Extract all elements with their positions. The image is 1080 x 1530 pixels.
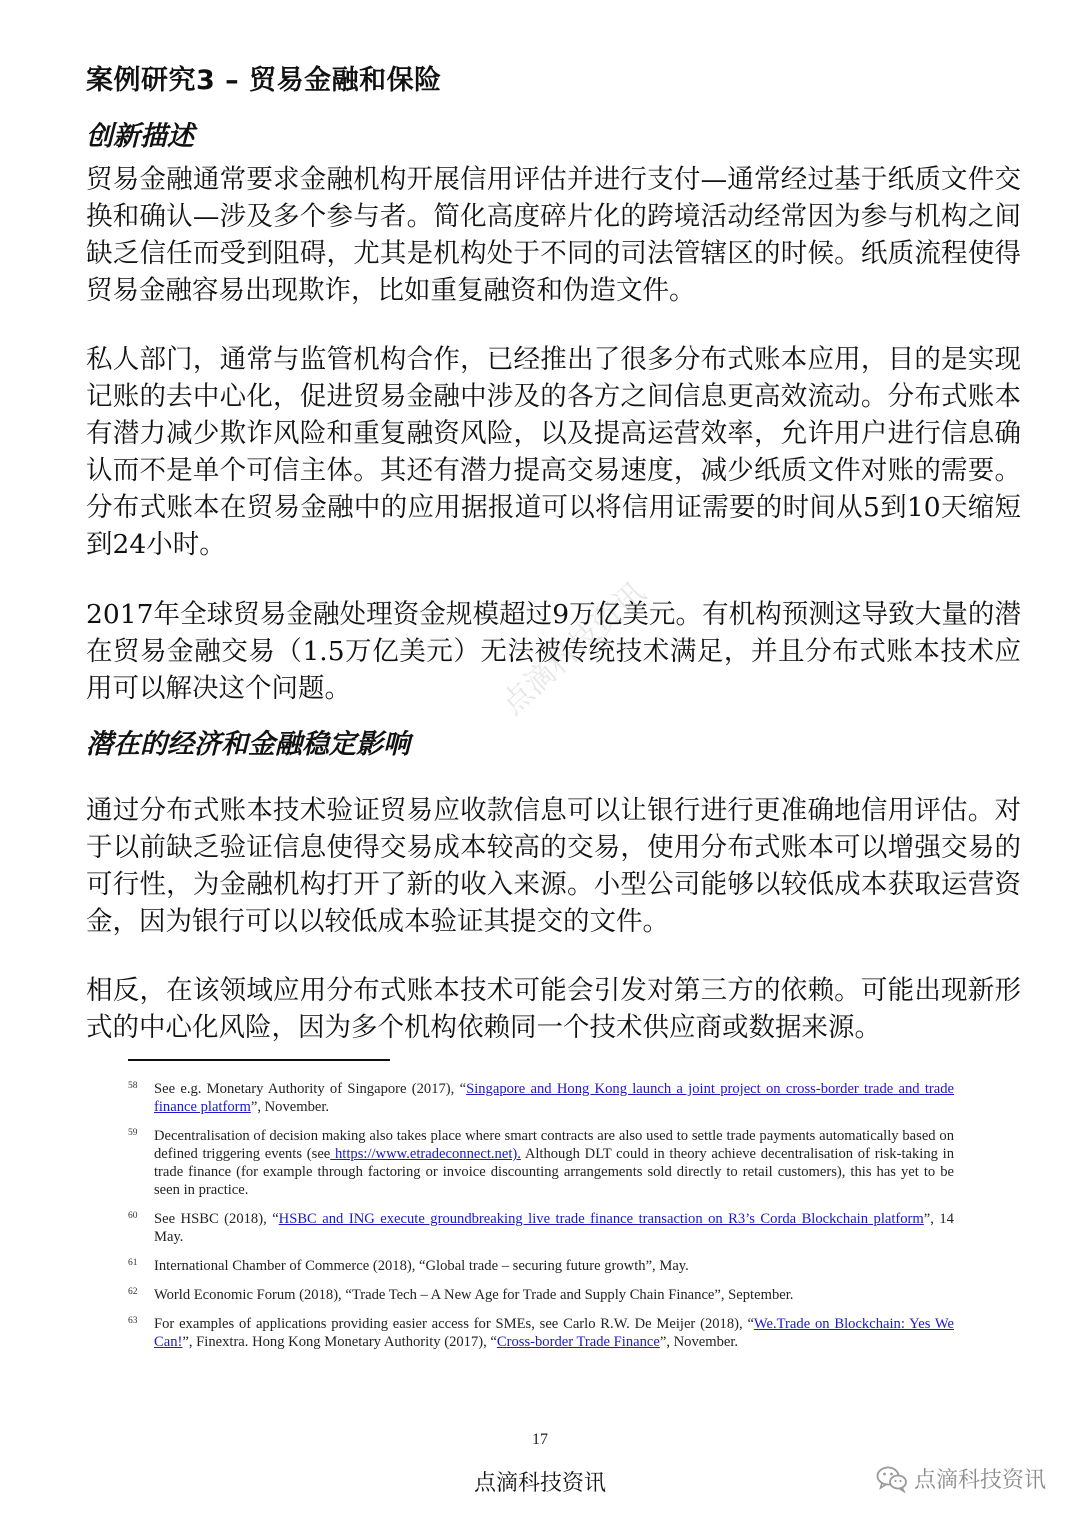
wechat-account-name: 点滴科技资讯 [913, 1468, 1046, 1493]
footnote-link[interactable]: Singapore and Hong Kong launch a joint project on cross-border trade and trade finance platform [154, 1081, 954, 1115]
wechat-account-badge [876, 1463, 1046, 1494]
footnote-63 [128, 1315, 954, 1351]
heading-innovation-description: 创新描述 [86, 121, 194, 152]
footnote-link[interactable]: https://www.etradeconnect.net). [330, 1146, 521, 1162]
footnote-62 [128, 1286, 954, 1304]
footnotes [128, 1080, 954, 1362]
footnote-number: 59 [128, 1128, 138, 1138]
footnote-link[interactable]: HSBC and ING execute groundbreaking live trade finance transaction on R3’s Corda Blockchain platform [278, 1211, 924, 1227]
case-study-title: 案例研究3 – 贸易金融和保险 [86, 65, 442, 96]
footnote-text: International Chamber of Commerce (2018), “Global trade – securing future growth”, May. [154, 1258, 689, 1274]
footnote-text: ”, November. [659, 1334, 739, 1350]
footnote-text: For examples of applications providing easier access for SMEs, see Carlo R.W. De Meijer (2018), “ [154, 1316, 754, 1332]
footnote-60 [128, 1210, 954, 1246]
footnote-59 [128, 1127, 954, 1199]
footnote-58 [128, 1080, 954, 1116]
footnote-text: Decentralisation of decision making also takes place where smart contracts are also used to settle trade payments automatically based on defined triggering events (see [154, 1128, 954, 1162]
paragraph-5: 相反，在该领域应用分布式账本技术可能会引发对第三方的依赖。可能出现新形式的中心化风险，因为多个机构依赖同一个技术供应商或数据来源。 [86, 975, 1021, 1043]
footnote-text: ”, Finextra. Hong Kong Monetary Authority (2017), “ [182, 1334, 497, 1350]
footnote-text: World Economic Forum (2018), “Trade Tech – A New Age for Trade and Supply Chain Finance”, September. [154, 1287, 794, 1303]
footer-source-text: 点滴科技资讯 [473, 1471, 606, 1496]
footnote-text: See HSBC (2018), “ [154, 1211, 279, 1227]
footnote-text: ”, 14 May. [154, 1211, 954, 1245]
paragraph-1: 贸易金融通常要求金融机构开展信用评估并进行支付—通常经过基于纸质文件交换和确认—涉及多个参与者。简化高度碎片化的跨境活动经常因为参与机构之间缺乏信任而受到阻碍，尤其是机构处于不同的司法管辖区的时候。纸质流程使得贸易金融容易出现欺诈，比如重复融资和伪造文件。 [86, 164, 1021, 306]
footnote-number: 63 [128, 1316, 138, 1326]
footnote-number: 58 [128, 1081, 138, 1091]
footnote-link[interactable]: We.Trade on Blockchain: Yes We Can! [154, 1316, 954, 1350]
footnote-number: 60 [128, 1211, 138, 1221]
footnote-divider [128, 1059, 390, 1061]
footnote-text: ”, November. [250, 1099, 330, 1115]
footnote-link[interactable]: Cross-border Trade Finance [496, 1334, 660, 1350]
watermark-text: 点滴科技资讯 [495, 575, 653, 722]
paragraph-3: 2017年全球贸易金融处理资金规模超过9万亿美元。有机构预测这导致大量的潜在贸易金融交易（1.5万亿美元）无法被传统技术满足，并且分布式账本技术应用可以解决这个问题。 [86, 599, 1021, 704]
footnote-number: 61 [128, 1258, 138, 1268]
heading-economic-impact: 潜在的经济和金融稳定影响 [86, 729, 410, 760]
paragraph-2: 私人部门，通常与监管机构合作，已经推出了很多分布式账本应用，目的是实现记账的去中心化，促进贸易金融中涉及的各方之间信息更高效流动。分布式账本有潜力减少欺诈风险和重复融资风险，以及提高运营效率，允许用户进行信息确认而不是单个可信主体。其还有潜力提高交易速度，减少纸质文件对账的需要。分布式账本在贸易金融中的应用据报道可以将信用证需要的时间从5到10天缩短到24小时。 [86, 344, 1021, 560]
footnote-61 [128, 1257, 954, 1275]
footnote-text: See e.g. Monetary Authority of Singapore (2017), “ [154, 1081, 467, 1097]
paragraph-4: 通过分布式账本技术验证贸易应收款信息可以让银行进行更准确地信用评估。对于以前缺乏验证信息使得交易成本较高的交易，使用分布式账本可以增强交易的可行性，为金融机构打开了新的收入来源。小型公司能够以较低成本获取运营资金，因为银行可以以较低成本验证其提交的文件。 [86, 795, 1021, 937]
footnote-text: Although DLT could in theory achieve decentralisation of risk-taking in trade finance (for example through factoring or invoice discounting arrangements sold directly to retail customers), this has yet to be seen in practice. [154, 1146, 954, 1198]
wechat-icon [876, 1465, 908, 1493]
page-number: 17 [532, 1431, 548, 1448]
footnote-number: 62 [128, 1287, 138, 1297]
